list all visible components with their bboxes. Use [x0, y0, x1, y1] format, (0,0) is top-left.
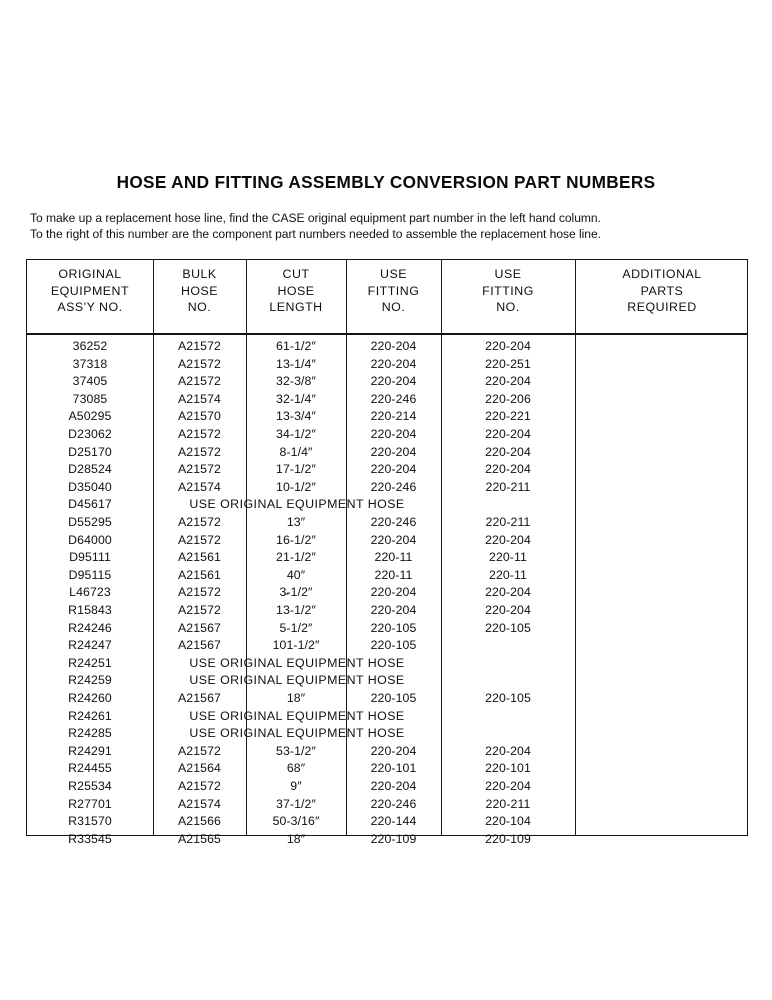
cell-use-fitting-no-2: 220-204	[485, 743, 531, 758]
cell-bulk-hose-no: A21572	[178, 603, 221, 617]
cell-cut-hose-length: 34-1/2″	[276, 427, 316, 441]
header-line: ORIGINAL	[58, 267, 122, 281]
cell-use-fitting-no-1: 220-204	[370, 374, 417, 389]
cell-use-fitting-no-1: 220-101	[370, 761, 417, 776]
cell-use-fitting-no-1: 220-204	[370, 427, 417, 441]
table-row	[27, 690, 747, 708]
cell-use-fitting-no-2: 220-11	[489, 550, 527, 565]
table-row	[27, 444, 747, 462]
table-row	[27, 461, 747, 479]
cell-original-equipment-assy-no: R24251	[68, 655, 112, 670]
intro-paragraph	[30, 210, 746, 242]
column-header-use-fitting-no-1	[346, 266, 441, 316]
cell-use-original-equipment-hose-note: USE ORIGINAL EQUIPMENT HOSE	[189, 708, 405, 723]
table-row	[27, 620, 747, 638]
cell-use-fitting-no-1: 220-246	[370, 796, 417, 811]
table-row	[27, 532, 747, 550]
cell-cut-hose-length: 9″	[290, 779, 302, 793]
cell-use-original-equipment-hose-note: USE ORIGINAL EQUIPMENT HOSE	[189, 497, 405, 512]
table-row	[27, 426, 747, 444]
cell-use-fitting-no-2: 220-221	[485, 409, 531, 424]
cell-use-fitting-no-2: 220-204	[485, 339, 531, 353]
cell-original-equipment-assy-no: D35040	[68, 479, 112, 494]
cell-use-original-equipment-hose-note: USE ORIGINAL EQUIPMENT HOSE	[189, 655, 405, 670]
cell-use-fitting-no-2: 220-105	[485, 620, 531, 635]
header-line: FITTING	[482, 283, 534, 298]
column-header-additional-parts-required	[575, 266, 749, 316]
header-line: LENGTH	[269, 300, 323, 315]
cell-use-fitting-no-1: 220-204	[370, 444, 417, 459]
cell-original-equipment-assy-no: D55295	[68, 515, 112, 529]
cell-original-equipment-assy-no: D28524	[68, 462, 112, 477]
cell-cut-hose-length: 40″	[286, 567, 306, 582]
table-row	[27, 356, 747, 374]
header-line: USE	[380, 267, 407, 281]
cell-original-equipment-assy-no: R24291	[68, 743, 112, 758]
cell-use-fitting-no-2: 220-211	[485, 796, 531, 811]
cell-bulk-hose-no: A21561	[178, 550, 221, 565]
cell-cut-hose-length: 21-1/2″	[276, 550, 316, 565]
cell-cut-hose-length: 5-1/2″	[279, 620, 313, 635]
table-row	[27, 584, 747, 602]
table-row	[27, 778, 747, 796]
table-row	[27, 408, 747, 426]
cell-bulk-hose-no: A21574	[178, 479, 221, 494]
cell-cut-hose-length: 101-1/2″	[272, 638, 320, 653]
cell-use-fitting-no-2: 220-211	[485, 515, 531, 529]
cell-use-fitting-no-2: 220-206	[485, 391, 531, 406]
cell-bulk-hose-no: A21574	[178, 391, 221, 406]
column-header-use-fitting-no-2	[441, 266, 575, 316]
cell-original-equipment-assy-no: D25170	[68, 444, 112, 459]
cell-use-fitting-no-2: 220-204	[485, 532, 531, 547]
cell-use-fitting-no-1: 220-11	[374, 550, 413, 565]
intro-line-1: To make up a replacement hose line, find the CASE original equipment part number in the left hand column.	[30, 211, 601, 225]
cell-use-fitting-no-2: 220-104	[485, 814, 531, 829]
cell-bulk-hose-no: A21566	[178, 814, 221, 829]
cell-use-fitting-no-1: 220-246	[370, 479, 417, 494]
cell-cut-hose-length: 13-3/4″	[276, 409, 316, 424]
cell-cut-hose-length: 50-3/16″	[272, 814, 320, 829]
table-row	[27, 743, 747, 761]
table-row	[27, 637, 747, 655]
cell-cut-hose-length: 61-1/2″	[276, 339, 316, 353]
cell-use-fitting-no-1: 220-11	[374, 567, 413, 582]
table-row	[27, 796, 747, 814]
table-row	[27, 708, 747, 726]
table-row	[27, 655, 747, 673]
cell-use-fitting-no-2: 220-11	[489, 567, 527, 582]
page-title: HOSE AND FITTING ASSEMBLY CONVERSION PART NUMBERS	[116, 172, 656, 192]
cell-original-equipment-assy-no: R24246	[68, 620, 112, 635]
cell-use-fitting-no-1: 220-246	[370, 515, 417, 529]
cell-cut-hose-length: 18″	[286, 831, 306, 846]
cell-bulk-hose-no: A21572	[178, 462, 221, 477]
cell-use-fitting-no-1: 220-204	[370, 532, 417, 547]
cell-bulk-hose-no: A21570	[178, 409, 221, 424]
cell-original-equipment-assy-no: R27701	[68, 796, 112, 811]
cell-cut-hose-length: 32-1/4″	[276, 391, 316, 406]
cell-bulk-hose-no: A21572	[178, 444, 221, 459]
cell-use-fitting-no-2: 220-204	[485, 462, 531, 477]
cell-use-original-equipment-hose-note: USE ORIGINAL EQUIPMENT HOSE	[189, 726, 405, 741]
table-row	[27, 479, 747, 497]
cell-original-equipment-assy-no: 36252	[72, 339, 108, 353]
header-line: ADDITIONAL	[622, 267, 702, 281]
cell-use-fitting-no-1: 220-204	[370, 779, 417, 793]
cell-bulk-hose-no: A21572	[178, 339, 221, 353]
cell-bulk-hose-no: A21572	[178, 779, 221, 793]
header-line: ASS'Y NO.	[57, 300, 123, 315]
cell-bulk-hose-no: A21561	[178, 567, 221, 582]
cell-original-equipment-assy-no: D45617	[68, 497, 112, 512]
cell-use-fitting-no-1: 220-204	[370, 743, 417, 758]
cell-bulk-hose-no: A21574	[178, 796, 221, 811]
header-line: HOSE	[277, 283, 315, 298]
cell-cut-hose-length: 10-1/2″	[276, 479, 316, 494]
cell-use-fitting-no-1: 220-105	[370, 620, 417, 635]
cell-original-equipment-assy-no: R33545	[68, 831, 112, 846]
cell-cut-hose-length: 68″	[286, 761, 306, 776]
cell-use-fitting-no-1: 220-204	[370, 603, 417, 617]
cell-use-fitting-no-1: 220-144	[370, 814, 417, 829]
table-row	[27, 831, 747, 849]
table-row	[27, 549, 747, 567]
column-header-bulk-hose-no	[153, 266, 246, 316]
cell-cut-hose-length: 13″	[286, 515, 306, 529]
header-line: USE	[494, 267, 522, 281]
cell-use-fitting-no-2: 220-204	[485, 374, 531, 389]
header-line: EQUIPMENT	[50, 283, 130, 298]
cell-cut-hose-length: 13-1/2″	[276, 603, 316, 617]
cell-cut-hose-length: 16-1/2″	[276, 532, 316, 547]
table-row	[27, 725, 747, 743]
cell-original-equipment-assy-no: 37318	[72, 356, 108, 371]
cell-use-fitting-no-1: 220-109	[370, 831, 417, 846]
cell-bulk-hose-no: A21572	[178, 515, 221, 529]
column-header-original-equipment-assy-no	[27, 266, 153, 316]
cell-original-equipment-assy-no: D23062	[68, 427, 112, 441]
cell-use-fitting-no-1: 220-214	[370, 409, 417, 424]
intro-line-2: To the right of this number are the component part numbers needed to assemble the replacement hose line.	[30, 227, 601, 242]
table-row	[27, 373, 747, 391]
cell-use-fitting-no-2: 220-204	[485, 779, 531, 793]
cell-use-fitting-no-2: 220-204	[485, 603, 531, 617]
table-row	[27, 760, 747, 778]
cell-bulk-hose-no: A21572	[178, 532, 221, 547]
cell-use-original-equipment-hose-note: USE ORIGINAL EQUIPMENT HOSE	[189, 673, 405, 688]
cell-original-equipment-assy-no: 37405	[72, 374, 108, 389]
cell-bulk-hose-no: A21565	[178, 831, 221, 846]
table-row	[27, 813, 747, 831]
cell-bulk-hose-no: A21567	[178, 638, 221, 653]
cell-bulk-hose-no: A21567	[178, 691, 221, 705]
cell-original-equipment-assy-no: R25534	[68, 779, 112, 793]
cell-bulk-hose-no: A21572	[178, 427, 221, 441]
table-row	[27, 338, 747, 356]
cell-use-fitting-no-1: 220-204	[370, 339, 417, 353]
cell-use-fitting-no-1: 220-246	[370, 391, 417, 406]
cell-original-equipment-assy-no: D95111	[69, 550, 111, 565]
cell-original-equipment-assy-no: L46723	[69, 585, 111, 600]
header-line: PARTS	[640, 283, 684, 298]
cell-use-fitting-no-1: 220-105	[370, 638, 417, 653]
cell-cut-hose-length: 37-1/2″	[276, 796, 316, 811]
cell-cut-hose-length: 32-3/8″	[276, 374, 316, 389]
cell-original-equipment-assy-no: R31570	[68, 814, 112, 829]
cell-use-fitting-no-2: 220-251	[485, 356, 531, 371]
cell-use-fitting-no-2: 220-204	[485, 427, 531, 441]
table-row	[27, 496, 747, 514]
cell-use-fitting-no-2: 220-204	[485, 444, 531, 459]
cell-original-equipment-assy-no: R24455	[68, 761, 112, 776]
table-row	[27, 602, 747, 620]
table-body	[27, 333, 747, 846]
cell-use-fitting-no-1: 220-204	[370, 585, 417, 600]
column-header-cut-hose-length	[246, 266, 346, 316]
cell-use-fitting-no-2: 220-109	[485, 831, 531, 846]
header-line: BULK	[182, 267, 217, 281]
table-row	[27, 391, 747, 409]
cell-use-fitting-no-2: 220-105	[485, 691, 531, 705]
cell-original-equipment-assy-no: R24261	[68, 708, 112, 723]
cell-bulk-hose-no: A21572	[178, 585, 221, 600]
cell-cut-hose-length: 8-1/4″	[279, 444, 313, 459]
conversion-parts-table	[26, 259, 748, 846]
cell-use-fitting-no-1: 220-204	[370, 462, 417, 477]
cell-cut-hose-length: 53-1/2″	[276, 743, 316, 758]
cell-use-fitting-no-2: 220-101	[485, 761, 531, 776]
cell-bulk-hose-no: A21567	[178, 620, 221, 635]
cell-cut-hose-length: 3̵-1/2″	[279, 585, 313, 600]
cell-original-equipment-assy-no: R24247	[68, 638, 112, 653]
cell-original-equipment-assy-no: R24259	[68, 673, 112, 688]
table-row	[27, 514, 747, 532]
cell-original-equipment-assy-no: R24260	[68, 691, 112, 705]
header-line: REQUIRED	[627, 300, 697, 315]
cell-original-equipment-assy-no: A50295	[68, 409, 112, 424]
cell-use-fitting-no-1: 220-105	[370, 691, 417, 705]
cell-use-fitting-no-2: 220-204	[485, 585, 531, 600]
header-line: NO.	[496, 300, 520, 315]
cell-use-fitting-no-1: 220-204	[370, 356, 417, 371]
cell-use-fitting-no-2: 220-211	[485, 479, 531, 494]
cell-bulk-hose-no: A21572	[178, 743, 221, 758]
table-row	[27, 567, 747, 585]
header-line: HOSE	[180, 283, 219, 298]
cell-original-equipment-assy-no: D95115	[68, 567, 112, 582]
cell-cut-hose-length: 17-1/2″	[276, 462, 316, 477]
cell-cut-hose-length: 13-1/4″	[276, 356, 316, 371]
cell-bulk-hose-no: A21564	[178, 761, 221, 776]
header-line: NO.	[187, 300, 212, 315]
cell-bulk-hose-no: A21572	[178, 356, 221, 371]
header-line: CUT	[282, 267, 310, 281]
cell-original-equipment-assy-no: R15843	[68, 603, 112, 617]
header-line: NO.	[381, 300, 406, 315]
cell-original-equipment-assy-no: D64000	[68, 532, 112, 547]
cell-cut-hose-length: 18″	[286, 691, 306, 705]
header-line: FITTING	[367, 283, 420, 298]
table-row	[27, 672, 747, 690]
cell-bulk-hose-no: A21572	[178, 374, 221, 389]
cell-original-equipment-assy-no: 73085	[72, 391, 108, 406]
cell-original-equipment-assy-no: R24285	[68, 726, 112, 741]
